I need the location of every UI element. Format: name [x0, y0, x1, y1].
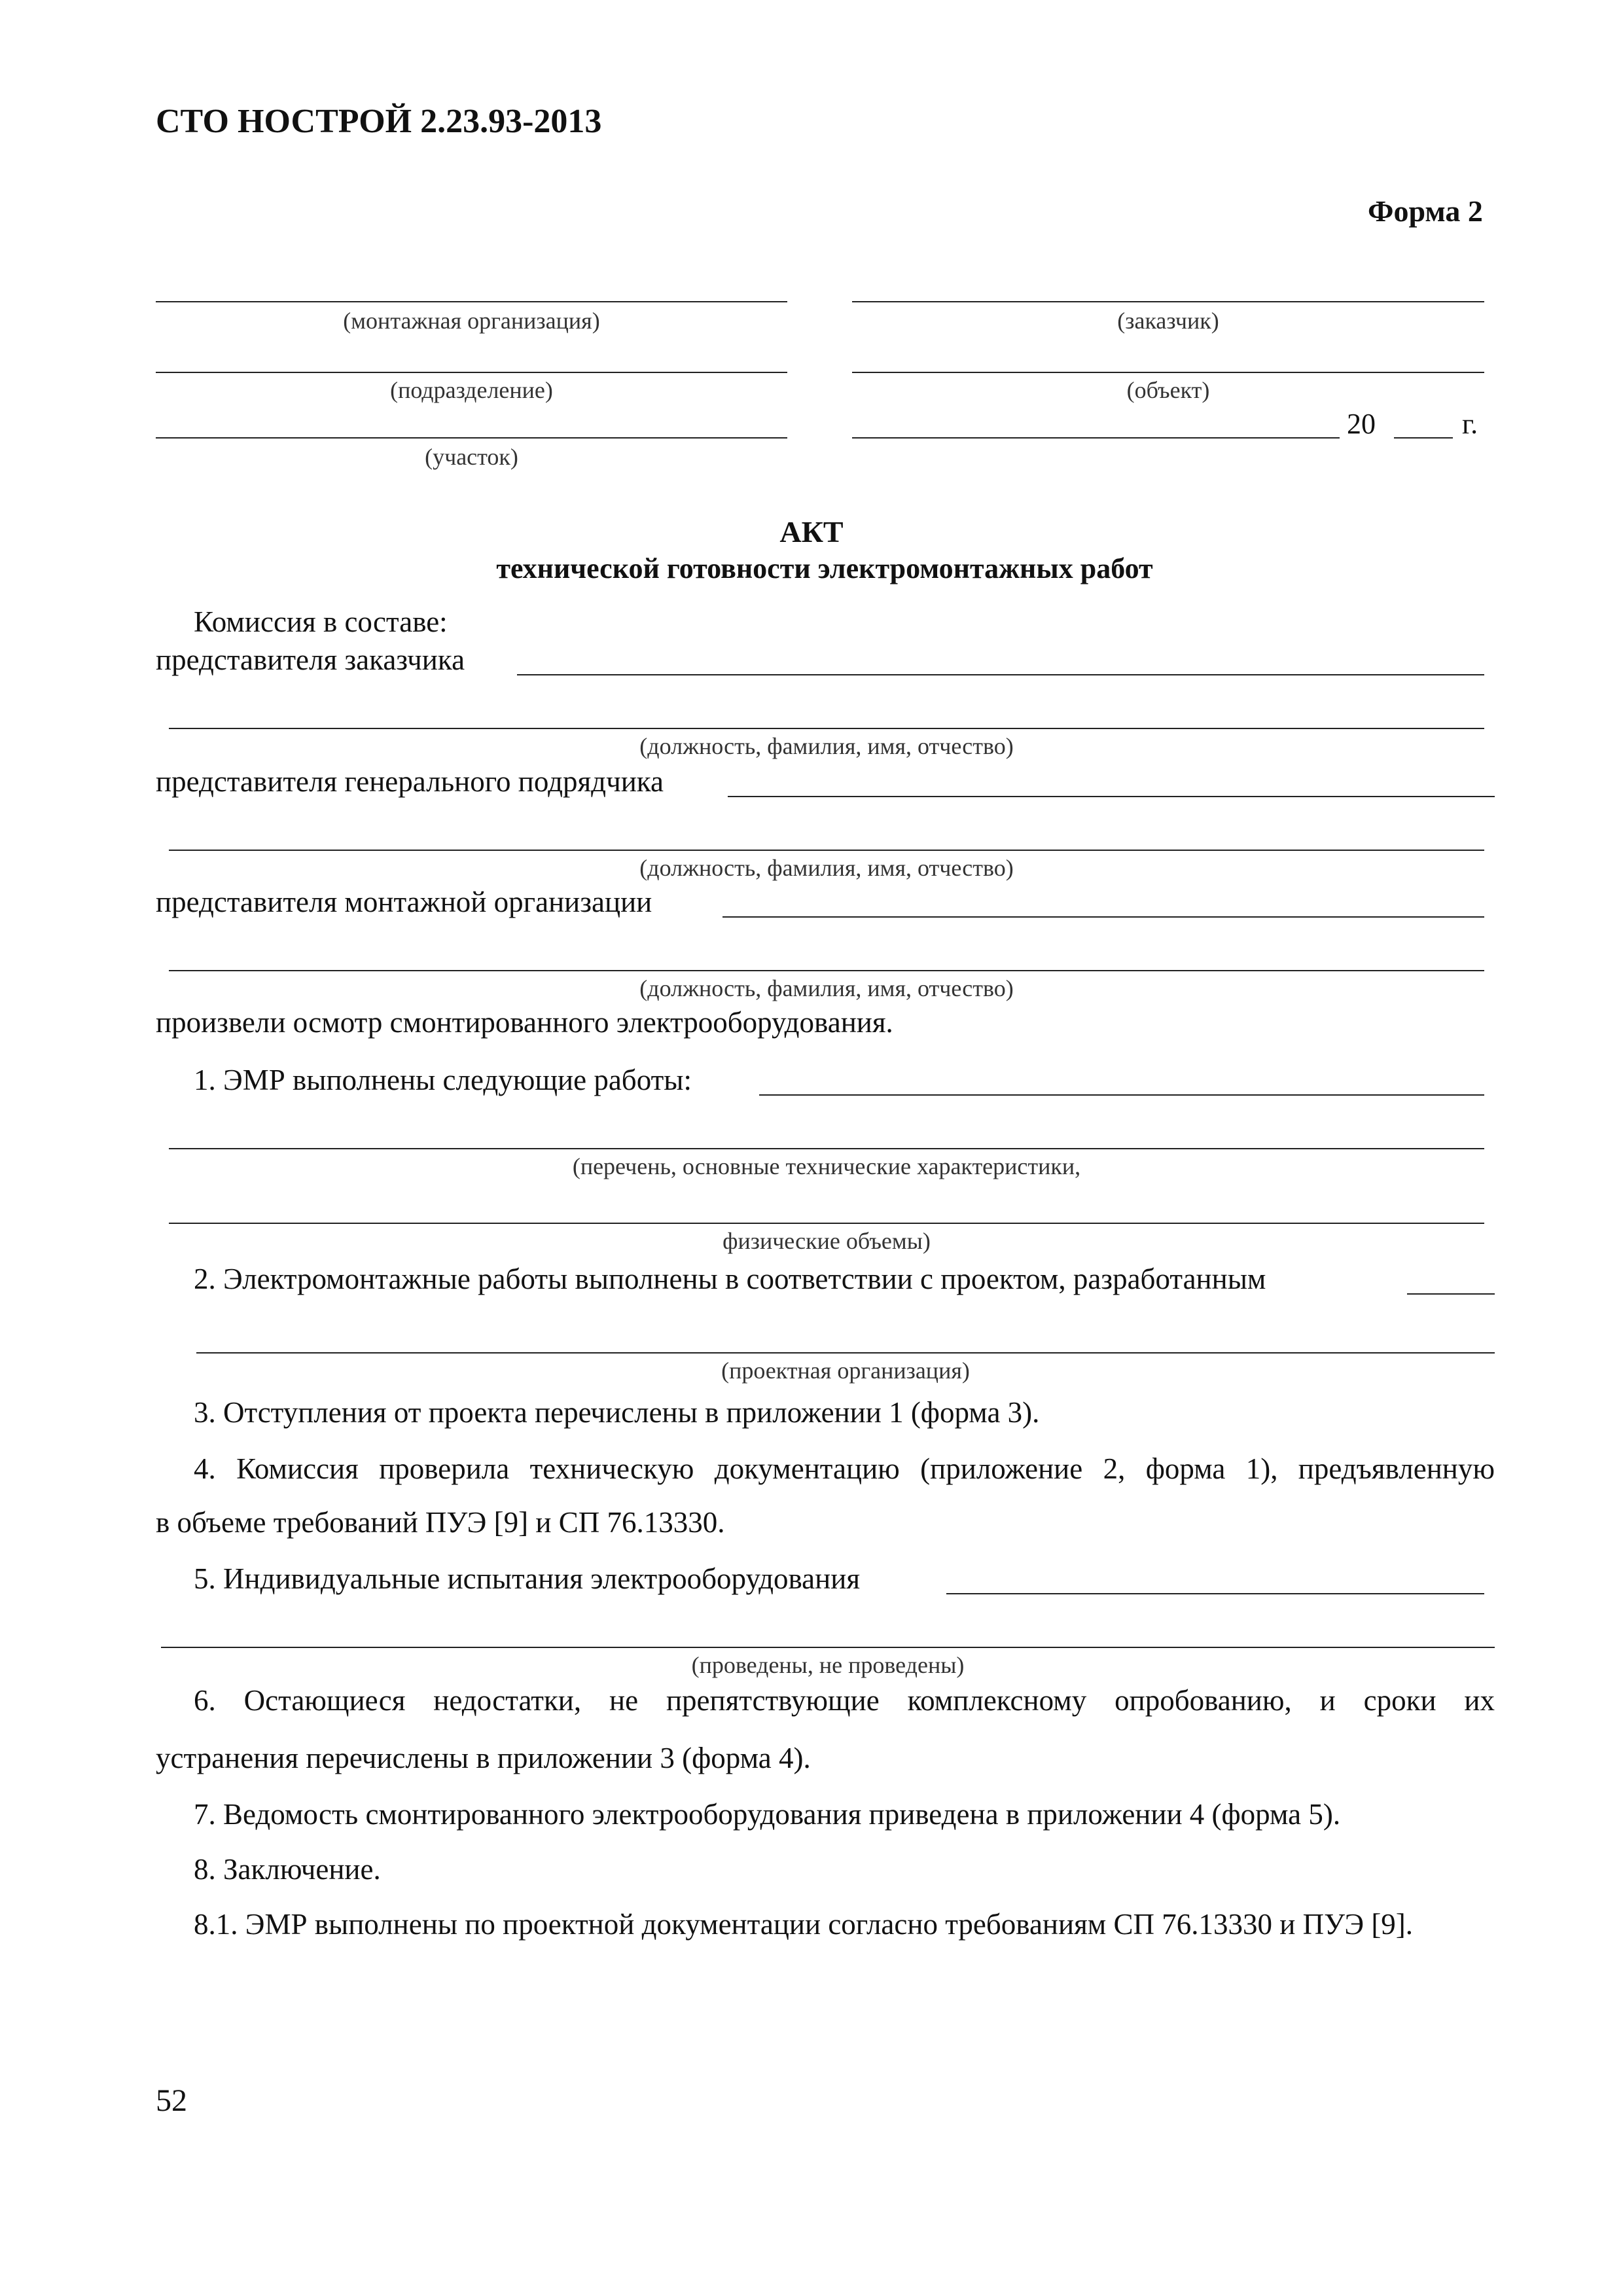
item-1-field-2 — [169, 1148, 1484, 1149]
general-contractor-rep-caption: (должность, фамилия, имя, отчество) — [639, 855, 1014, 881]
customer-rep-caption: (должность, фамилия, имя, отчество) — [639, 733, 1014, 759]
customer-caption: (заказчик) — [1117, 308, 1219, 334]
item-8-text: 8. Заключение. — [194, 1853, 381, 1886]
item-2-field-2 — [196, 1352, 1495, 1354]
item-7-text: 7. Ведомость смонтированного электрооборудования приведена в приложении 4 (форма 5). — [194, 1798, 1341, 1831]
form-label: Форма 2 — [1368, 194, 1483, 228]
item-5-caption: (проведены, не проведены) — [691, 1652, 965, 1678]
mounting-org-line — [156, 301, 787, 302]
inspection-text: произвели осмотр смонтированного электрооборудования. — [156, 1006, 893, 1039]
page-number: 52 — [156, 2083, 187, 2118]
item-2-label: 2. Электромонтажные работы выполнены в соответствии с проектом, разработанным — [194, 1263, 1266, 1295]
customer-line — [852, 301, 1484, 302]
object-caption: (объект) — [1126, 377, 1210, 403]
item-5-label: 5. Индивидуальные испытания электрооборудования — [194, 1562, 861, 1595]
item-2-caption: (проектная организация) — [721, 1357, 970, 1384]
mounting-org-rep-field — [722, 916, 1484, 918]
item-6-text-line1: 6. Остающиеся недостатки, не препятствующие комплексному опробованию, и сроки их — [194, 1684, 1495, 1717]
customer-rep-label: представителя заказчика — [156, 643, 465, 676]
item-1-caption-a: (перечень, основные технические характеристики, — [572, 1153, 1081, 1179]
item-1-label: 1. ЭМР выполнены следующие работы: — [194, 1064, 692, 1096]
customer-rep-field — [517, 674, 1484, 675]
item-1-field — [759, 1094, 1484, 1096]
item-1-caption-b: физические объемы) — [722, 1228, 931, 1254]
year-line — [1394, 437, 1453, 439]
subdivision-caption: (подразделение) — [390, 377, 553, 403]
commission-intro: Комиссия в составе: — [194, 605, 448, 638]
general-contractor-rep-field-2 — [169, 850, 1484, 851]
item-5-field-2 — [161, 1647, 1495, 1648]
item-3-text: 3. Отступления от проекта перечислены в приложении 1 (форма 3). — [194, 1396, 1040, 1429]
mounting-org-rep-field-2 — [169, 970, 1484, 971]
item-4-text-line1: 4. Комиссия проверила техническую документацию (приложение 2, форма 1), предъявленную — [194, 1452, 1495, 1485]
subdivision-line — [156, 372, 787, 373]
item-2-field — [1407, 1293, 1495, 1295]
act-title: АКТ — [779, 515, 844, 548]
standard-code: СТО НОСТРОЙ 2.23.93-2013 — [156, 103, 602, 140]
item-1-field-3 — [169, 1223, 1484, 1224]
item-6-text-line2: устранения перечислены в приложении 3 (форма 4). — [156, 1742, 811, 1774]
act-subtitle: технической готовности электромонтажных работ — [496, 552, 1153, 584]
item-4-text-line2: в объеме требований ПУЭ [9] и СП 76.13330. — [156, 1506, 725, 1539]
year-prefix: 20 — [1347, 408, 1376, 440]
item-5-field — [946, 1593, 1484, 1594]
general-contractor-rep-label: представителя генерального подрядчика — [156, 765, 664, 798]
year-suffix: г. — [1462, 408, 1478, 440]
mounting-org-caption: (монтажная организация) — [343, 308, 600, 334]
general-contractor-rep-field — [728, 796, 1495, 797]
mounting-org-rep-caption: (должность, фамилия, имя, отчество) — [639, 975, 1014, 1001]
customer-rep-field-2 — [169, 728, 1484, 729]
date-line — [852, 437, 1340, 439]
item-8-1-text: 8.1. ЭМР выполнены по проектной документации согласно требованиям СП 76.13330 и ПУЭ [9]. — [194, 1908, 1414, 1941]
object-line — [852, 372, 1484, 373]
mounting-org-rep-label: представителя монтажной организации — [156, 886, 652, 918]
section-caption: (участок) — [425, 444, 518, 470]
section-line — [156, 437, 787, 439]
